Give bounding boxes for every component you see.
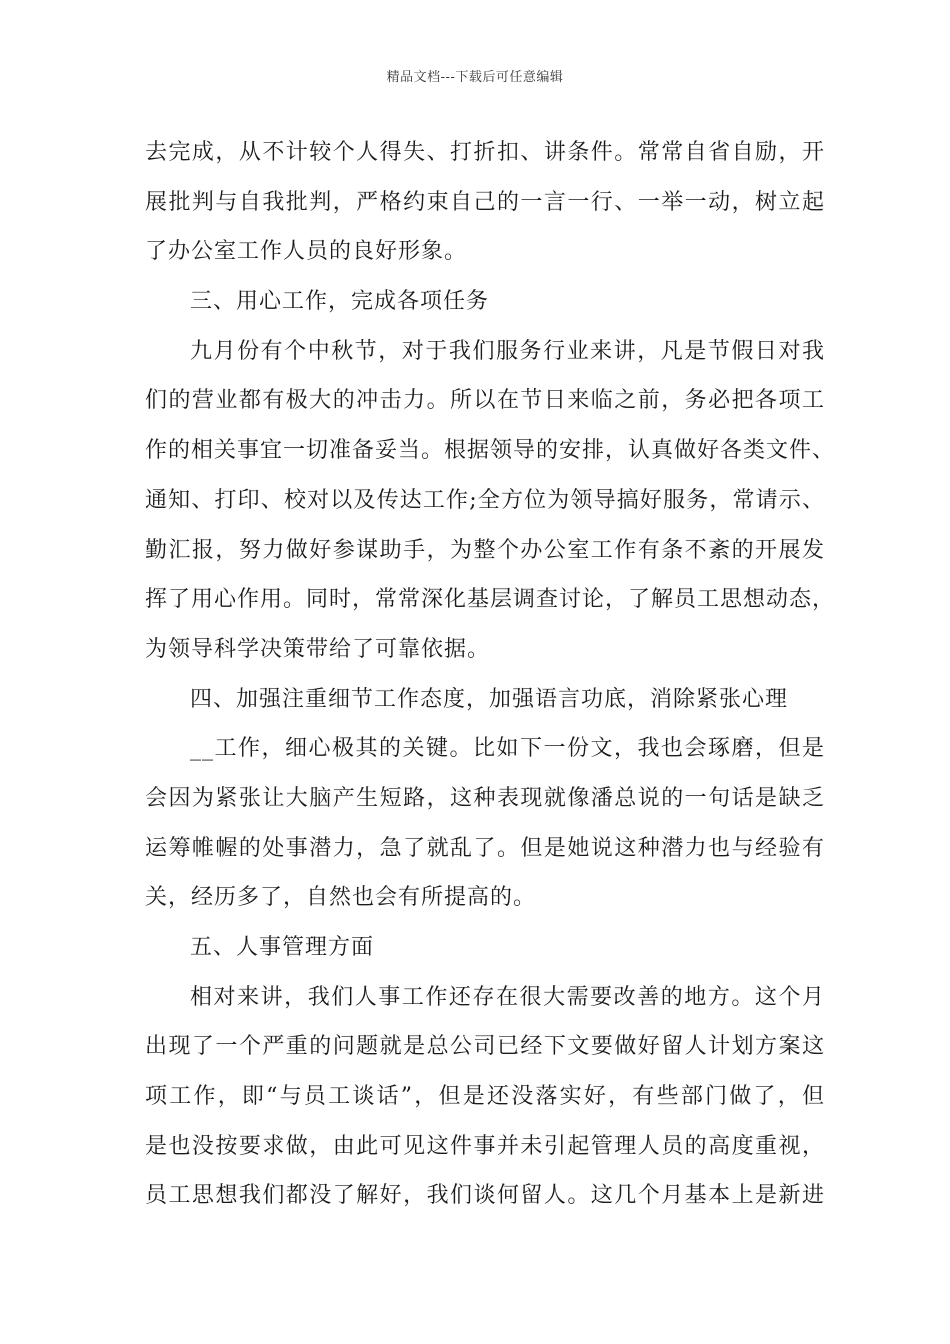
text-line: 是也没按要求做，由此可见这件事并未引起管理人员的高度重视， bbox=[145, 1133, 825, 1159]
text-line: 挥了用心作用。同时，常常深化基层调查讨论，了解员工思想动态， bbox=[145, 587, 836, 613]
text-line: 三、用心工作，完成各项任务 bbox=[190, 289, 490, 315]
text-line: 员工思想我们都没了解好，我们谈何留人。这几个月基本上是新进 bbox=[145, 1183, 825, 1209]
text-line: 通知、打印、校对以及传达工作;全方位为领导搞好服务，常请示、 bbox=[145, 487, 825, 513]
text-line: 们的营业都有极大的冲击力。所以在节日来临之前，务必把各项工 bbox=[145, 388, 825, 414]
text-line: 四、加强注重细节工作态度，加强语言功底，消除紧张心理 bbox=[190, 686, 789, 712]
text-line: 展批判与自我批判，严格约束自己的一言一行、一举一动，树立起 bbox=[145, 189, 825, 215]
text-line: 作的相关事宜一切准备妥当。根据领导的安排，认真做好各类文件、 bbox=[145, 438, 836, 464]
page-header: 精品文档---下载后可任意编辑 bbox=[386, 70, 564, 85]
text-line: 了办公室工作人员的良好形象。 bbox=[145, 239, 468, 265]
document-body bbox=[145, 128, 836, 1221]
text-line: 出现了一个严重的问题就是总公司已经下文要做好留人计划方案这 bbox=[145, 1034, 825, 1060]
text-line: 勤汇报，努力做好参谋助手，为整个办公室工作有条不紊的开展发 bbox=[145, 537, 825, 563]
text-line: 关，经历多了，自然也会有所提高的。 bbox=[145, 885, 537, 911]
text-line: 九月份有个中秋节，对于我们服务行业来讲，凡是节假日对我 bbox=[190, 338, 825, 364]
text-line: 运筹帷幄的处事潜力，急了就乱了。但是她说这种潜力也与经验有 bbox=[145, 835, 825, 861]
text-line: 五、人事管理方面 bbox=[190, 935, 375, 960]
text-line: 项工作，即“与员工谈话”，但是还没落实好，有些部门做了，但 bbox=[145, 1084, 825, 1110]
text-line: 相对来讲，我们人事工作还存在很大需要改善的地方。这个月 bbox=[190, 984, 825, 1010]
text-line: 去完成，从不计较个人得失、打折扣、讲条件。常常自省自励，开 bbox=[145, 140, 825, 165]
text-line: 为领导科学决策带给了可靠依据。 bbox=[145, 636, 491, 662]
text-line: __工作，细心极其的关键。比如下一份文，我也会琢磨，但是 bbox=[190, 736, 825, 762]
text-line: 会因为紧张让大脑产生短路，这种表现就像潘总说的一句话是缺乏 bbox=[145, 785, 825, 811]
